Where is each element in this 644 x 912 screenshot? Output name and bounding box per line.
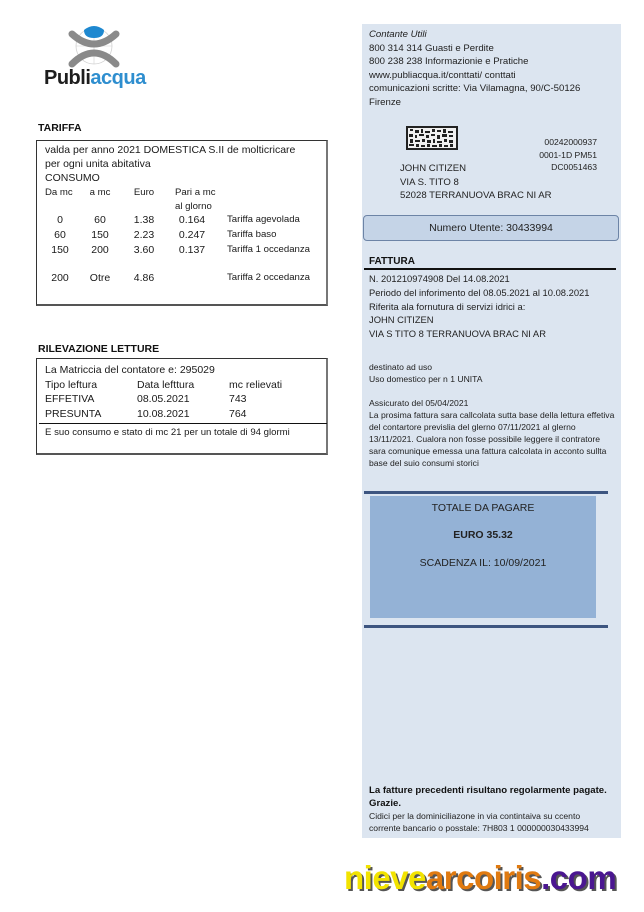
cell-label: Tariffa 2 occedanza (227, 272, 311, 283)
thanks-note: Grazie. (369, 798, 401, 809)
divider (364, 268, 616, 270)
cell-euro: 4.86 (133, 272, 155, 284)
invoice-customer-address: VIA S TITO 8 TERRANUOVA BRAC NI AR (369, 328, 546, 340)
total-amount: EURO 35.32 (453, 529, 513, 541)
contact-line: 800 314 314 Guasti e Perdite (369, 42, 494, 54)
col-header-da-mc: Da mc (45, 187, 73, 198)
insured-date: Assicurato del 05/04/2021 (369, 398, 469, 408)
cell-a: 150 (91, 229, 109, 241)
footer-note (369, 784, 619, 834)
col-header-a-mc: a mc (89, 187, 111, 198)
recipient-address (400, 162, 552, 203)
watermark-part1: nieve (344, 859, 426, 896)
tariff-section-title: TARIFFA (38, 122, 82, 134)
col-header-tipo: Tipo leftura (45, 378, 98, 391)
contact-line: 800 238 238 Informazionie e Pratiche (369, 56, 529, 67)
cell-tipo: PRESUNTA (45, 407, 102, 420)
recipient-street: VIA S. TITO 8 (400, 176, 459, 188)
cell-mc: 743 (229, 393, 247, 405)
notice-body: La prosima fattura sara callcolata sutta base della lettura effetiva del contartore previslia del glerno 07/11/2021 al glerno 13/11/2021. Cualora non fosse possibile leggere il contratore sara comunique emessa una fattura calcolata in acconto sullta base del suio consumi storici (369, 410, 615, 468)
meter-serial (45, 363, 318, 378)
cell-euro: 3.60 (133, 244, 155, 256)
col-header-pari: Pari a mc (175, 187, 216, 198)
brand-name-part1: Publi (44, 67, 91, 89)
col-header-al-giorno: al glorno (175, 200, 212, 212)
tariff-box (36, 140, 328, 306)
contact-website: www.publiacqua.it/conttati/ conttati (369, 69, 516, 81)
cell-data: 10.08.2021 (137, 407, 190, 420)
brand-name (44, 67, 146, 90)
cell-da: 60 (54, 229, 66, 241)
payment-box (370, 496, 596, 618)
divider (364, 625, 608, 628)
brand-name-part2: acqua (90, 67, 146, 89)
cell-a: Otre (89, 272, 111, 284)
usage-label: destinato ad uso (369, 362, 433, 372)
watermark-part2: arcoiris (425, 859, 542, 896)
reference-code: 00242000937 (544, 137, 597, 147)
cell-label: Tariffa agevolada (227, 214, 300, 225)
cell-pari: 0.137 (178, 244, 206, 256)
tariff-intro-line: valda per anno 2021 DOMESTICA S.II de molticricare (45, 144, 296, 156)
cell-a: 200 (91, 244, 109, 256)
cell-pari: 0.164 (178, 214, 206, 226)
meter-serial-text: La Matriccia del contatore e: 295029 (45, 364, 215, 376)
direct-debit-info: Cidici per la dominiciliazone in via contintaiva su ccento (369, 811, 581, 821)
tariff-consumo-label: CONSUMO (45, 172, 100, 184)
invoice-reference: Riferita ala fornutura di servizi idrici a: (369, 300, 526, 312)
table-row (45, 392, 318, 407)
invoice-details (369, 272, 589, 341)
next-invoice-notice (369, 397, 617, 469)
reference-code: DC0051463 (551, 162, 597, 172)
consumption-note: E suo consumo e stato di mc 21 per un totale di 94 glormi (45, 427, 290, 438)
tariff-intro-line: per ogni unita abitativa (45, 158, 151, 170)
paid-status-note: La fatture precedenti risultano regolarmente pagate. (369, 785, 607, 796)
contact-line: comunicazioni scritte: Via Vilamagna, 90/C-50126 (369, 83, 581, 94)
cell-a: 60 (94, 214, 106, 226)
tariff-intro (45, 143, 318, 185)
col-header-euro: Euro (133, 187, 155, 198)
total-label: TOTALE DA PAGARE (431, 502, 535, 514)
cell-da: 0 (57, 214, 63, 226)
col-header-data: Data lefttura (137, 378, 195, 391)
readings-box (36, 358, 328, 455)
cell-da: 150 (51, 244, 69, 256)
direct-debit-code: corrente bancario o posstale: 7H803 1 000000030433994 (369, 823, 589, 833)
readings-header-row (45, 378, 318, 393)
cell-mc: 764 (229, 407, 247, 420)
publiacqua-logo (40, 24, 150, 94)
readings-section-title: RILEVAZIONE LETTURE (38, 343, 160, 355)
watermark-logo (344, 858, 616, 898)
reference-code: 0001-1D PM51 (539, 149, 597, 160)
watermark-part3: .com (541, 859, 617, 896)
divider (39, 423, 327, 424)
usage-block (369, 361, 483, 385)
recipient-city: 52028 TERRANUOVA BRAC NI AR (400, 190, 552, 201)
invoice-period: Periodo del inforimento del 08.05.2021 al 10.08.2021 (369, 286, 590, 298)
contact-line: Firenze (369, 96, 401, 108)
contacts-title: Contante Utili (369, 29, 427, 40)
table-row (45, 407, 318, 422)
cell-euro: 1.38 (133, 214, 155, 226)
usage-value: Uso domestico per n 1 UNITA (369, 374, 483, 384)
recipient-name: JOHN CITIZEN (400, 163, 467, 174)
invoice-number: N. 201210974908 Del 14.08.2021 (369, 273, 510, 284)
cell-pari: 0.247 (178, 229, 206, 241)
cell-tipo: EFFETIVA (45, 393, 95, 405)
user-number-box: Numero Utente: 30433994 (363, 215, 619, 241)
cell-label: Tariffa baso (227, 229, 277, 240)
cell-euro: 2.23 (133, 229, 155, 241)
contacts-block (369, 28, 580, 109)
right-panel (362, 24, 621, 838)
logo-mark-icon (66, 24, 122, 68)
col-header-mc: mc relievati (229, 378, 283, 391)
cell-da: 200 (51, 272, 69, 284)
cell-data: 08.05.2021 (137, 393, 190, 405)
invoice-customer-name: JOHN CITIZEN (369, 314, 434, 326)
divider (364, 491, 608, 494)
cell-label: Tariffa 1 occedanza (227, 244, 311, 255)
invoice-section-title: FATTURA (369, 256, 415, 267)
due-date: SCADENZA IL: 10/09/2021 (419, 557, 547, 569)
datamatrix-barcode-icon (406, 126, 458, 150)
